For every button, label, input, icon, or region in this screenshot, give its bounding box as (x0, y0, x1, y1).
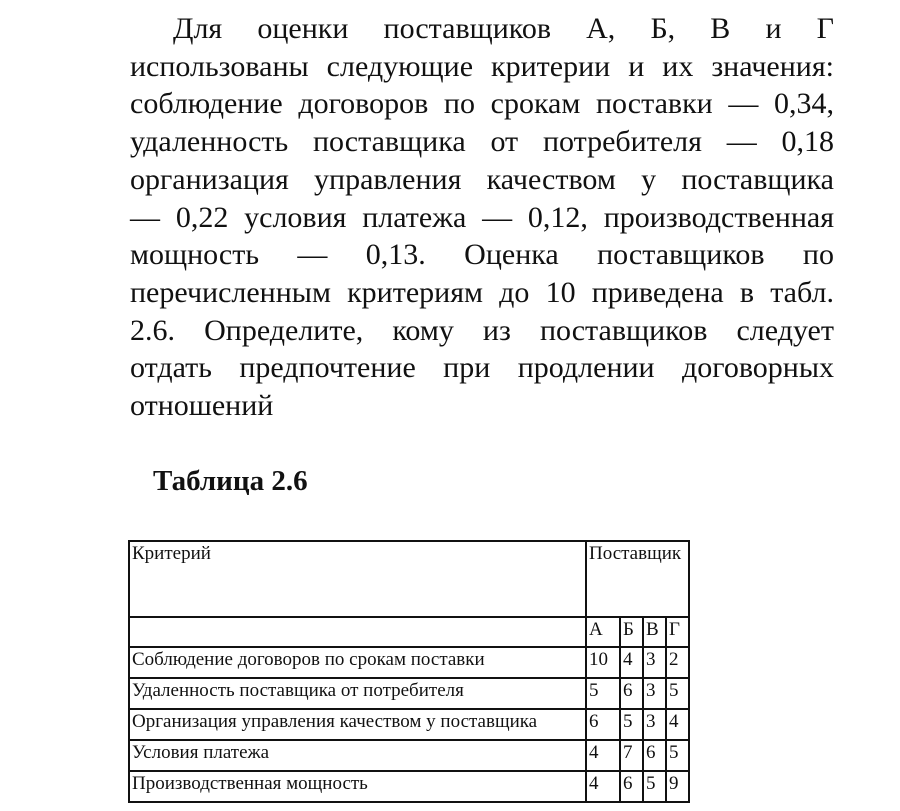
paragraph-line: соблюдение договоров по срокам поставки — 0,34, (130, 87, 834, 121)
paragraph-line: Для оценки поставщиков А, Б, В и Г (173, 12, 834, 45)
table-row (129, 740, 689, 771)
paragraph-line: отдать предпочтение при продлении договорных (130, 351, 834, 385)
score-cell: 4 (620, 647, 643, 678)
criterion-cell: Удаленность поставщика от потребителя (129, 678, 586, 709)
table-row (129, 709, 689, 740)
score-cell: 5 (666, 740, 689, 771)
score-cell: 4 (586, 771, 620, 802)
score-cell: 6 (643, 740, 666, 771)
paragraph-line: мощность — 0,13. Оценка поставщиков по (130, 238, 834, 272)
empty-cell (129, 617, 586, 647)
table-row (129, 771, 689, 802)
score-cell: 10 (586, 647, 620, 678)
paragraph-line: удаленность поставщика от потребителя — 0,18 (130, 125, 834, 159)
score-cell: 5 (620, 709, 643, 740)
score-cell: 6 (586, 709, 620, 740)
paragraph-line: организация управления качеством у поставщика (130, 162, 834, 196)
score-cell: 5 (586, 678, 620, 709)
score-cell: 9 (666, 771, 689, 802)
score-cell: 4 (666, 709, 689, 740)
criterion-header: Критерий (129, 541, 586, 617)
score-cell: 5 (643, 771, 666, 802)
criterion-cell: Условия платежа (129, 740, 586, 771)
paragraph-line: отношений (130, 389, 274, 423)
score-cell: 3 (643, 647, 666, 678)
score-cell: 3 (643, 709, 666, 740)
criterion-cell: Организация управления качеством у поставщика (129, 709, 586, 740)
table-header-row (129, 541, 689, 617)
supplier-letters-row (129, 617, 689, 647)
score-cell: 5 (666, 678, 689, 709)
score-cell: 6 (620, 771, 643, 802)
supplier-letter: В (643, 617, 666, 647)
paragraph-line: 2.6. Определите, кому из поставщиков следует (130, 313, 834, 347)
task-paragraph (130, 10, 834, 425)
paragraph-line: использованы следующие критерии и их значения: (130, 49, 834, 83)
paragraph-line: перечисленным критериям до 10 приведена в табл. (130, 275, 834, 309)
score-cell: 7 (620, 740, 643, 771)
paragraph-line: — 0,22 условия платежа — 0,12, производственная (130, 200, 834, 234)
supplier-letter: Г (666, 617, 689, 647)
criterion-cell: Соблюдение договоров по срокам поставки (129, 647, 586, 678)
table-row (129, 678, 689, 709)
table-row (129, 647, 689, 678)
score-cell: 4 (586, 740, 620, 771)
score-cell: 2 (666, 647, 689, 678)
suppliers-header: Поставщик (586, 541, 689, 617)
criteria-table (128, 540, 690, 803)
score-cell: 6 (620, 678, 643, 709)
supplier-letter: А (586, 617, 620, 647)
table-title: Таблица 2.6 (153, 465, 308, 497)
score-cell: 3 (643, 678, 666, 709)
criterion-cell: Производственная мощность (129, 771, 586, 802)
supplier-letter: Б (620, 617, 643, 647)
